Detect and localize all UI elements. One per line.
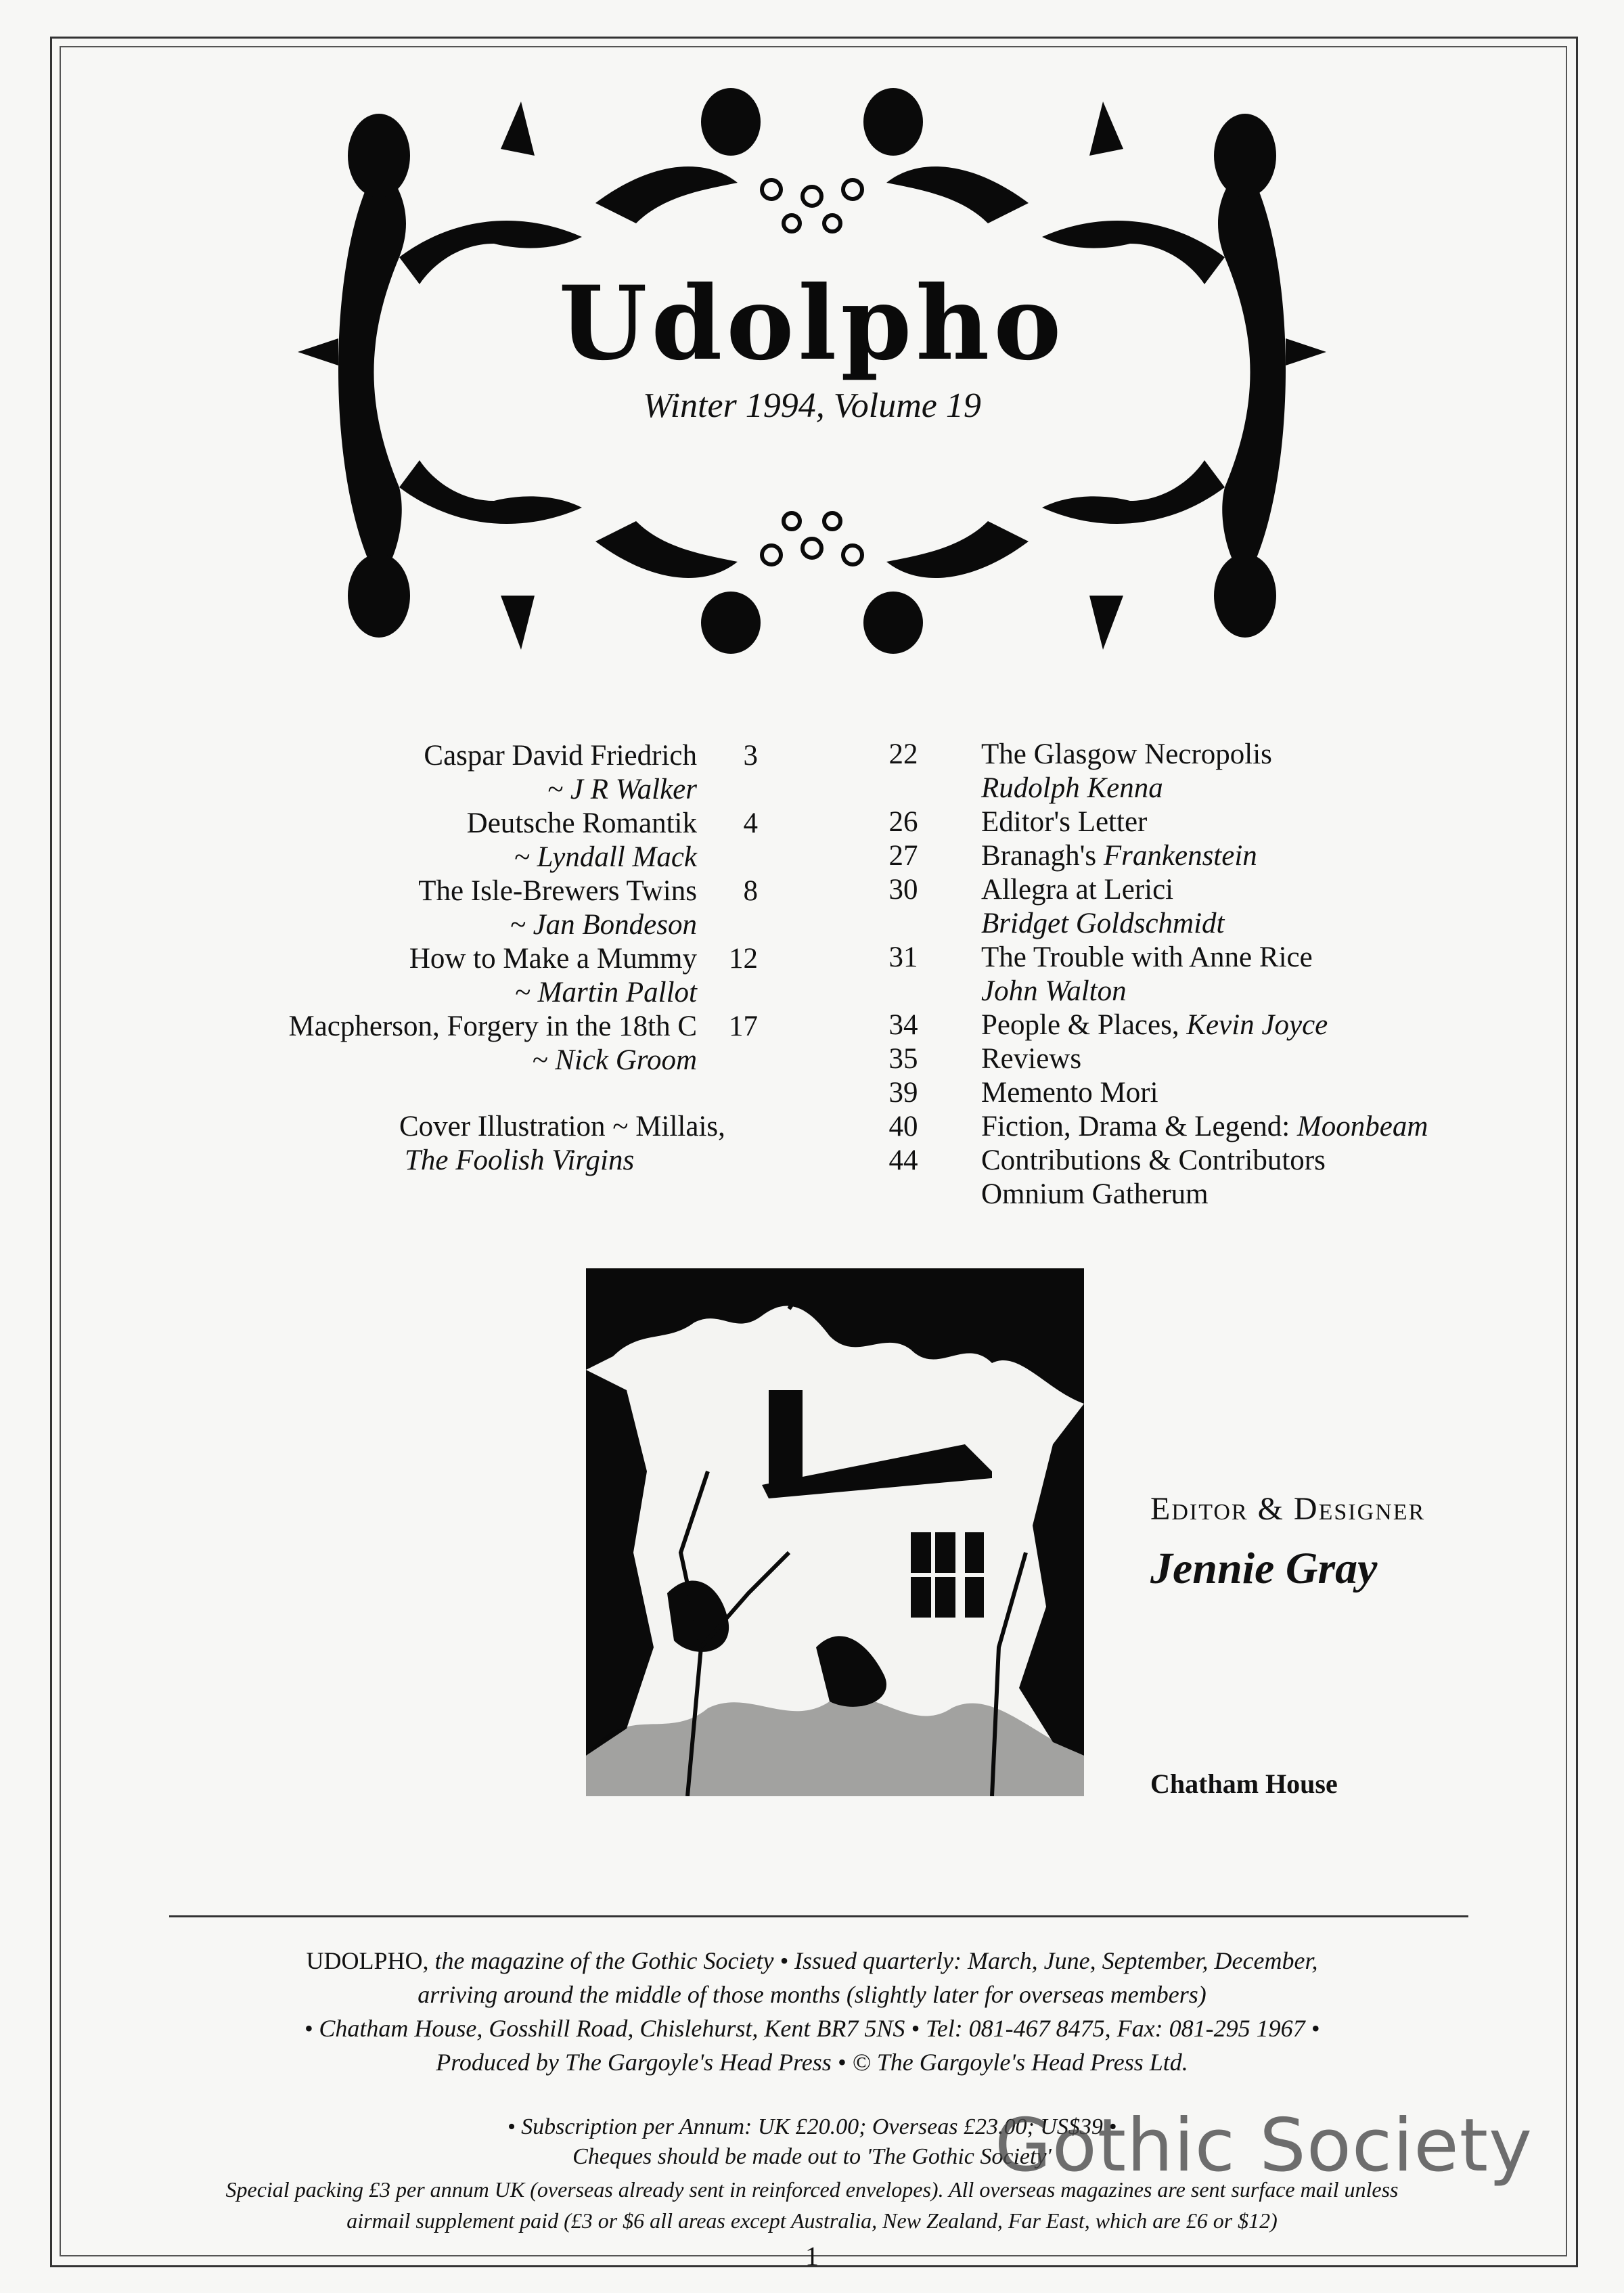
toc-title: People & Places, [981,1009,1179,1041]
toc-entry [135,942,771,976]
toc-title-italic: Moonbeam [1296,1111,1428,1142]
cover-credit [135,1110,771,1178]
toc-title: Memento Mori [981,1077,1158,1109]
info-line-3: • Chatham House, Gosshill Road, Chislehurst, Kent BR7 5NS • Tel: 081-467 8475, Fax: 081-295 1967 • [304,2015,1320,2042]
toc-page: 35 [888,1043,918,1075]
info-line-4: Produced by The Gargoyle's Head Press • © The Gargoyle's Head Press Ltd. [436,2049,1188,2076]
toc-title: How to Make a Mummy [409,943,697,975]
contents-right [873,738,1522,1211]
toc-entry [873,1110,1522,1144]
toc-entry [135,1010,771,1044]
toc-entry [873,1178,1522,1211]
toc-author-row [135,976,771,1010]
toc-page: 27 [888,840,918,872]
toc-author-row [135,773,771,807]
toc-author: John Walton [981,975,1127,1007]
cover-credit-line2: The Foolish Virgins [405,1144,635,1176]
toc-title-mixed [981,1110,1428,1143]
toc-author-row [873,975,1522,1008]
toc-page: 31 [888,941,918,973]
toc-author-row [873,772,1522,805]
cover-credit-line1: Cover Illustration ~ Millais, [399,1111,725,1142]
toc-entry [873,1042,1522,1076]
toc-page: 34 [888,1009,918,1041]
info-line-1 [0,1944,1624,1978]
toc-author-row [873,907,1522,941]
issue-line: Winter 1994, Volume 19 [643,386,981,425]
toc-title: Editor's Letter [981,806,1148,838]
toc-title: Caspar David Friedrich [424,740,697,772]
divider [169,1915,1468,1917]
info-magazine-name: UDOLPHO, [306,1947,429,1974]
toc-title: Branagh's [981,840,1097,872]
toc-page: 44 [888,1144,918,1176]
toc-author-row [135,908,771,942]
toc-author: ~ Jan Bondeson [510,909,697,941]
toc-author: Bridget Goldschmidt [981,908,1225,939]
chatham-house-photo [586,1268,1084,1796]
info-description: the magazine of the Gothic Society • Issued quarterly: March, June, September, December, [434,1947,1318,1974]
watermark: Gothic Society [995,2103,1533,2188]
toc-entry [873,1008,1522,1042]
toc-author: Rudolph Kenna [981,772,1163,804]
info-line-7: Special packing £3 per annum UK (overseas already sent in reinforced envelopes). All overseas magazines are sent surface mail unless [225,2177,1399,2202]
toc-title: Allegra at Lerici [981,874,1174,906]
page-number: 1 [805,2241,819,2271]
toc-page: 8 [743,875,758,907]
editor-name: Jennie Gray [1150,1544,1378,1593]
toc-author-row [135,841,771,874]
toc-author-row [135,1044,771,1077]
toc-page: 4 [743,807,758,839]
toc-page: 26 [888,806,918,838]
toc-entry [873,805,1522,839]
toc-author: ~ Martin Pallot [514,977,697,1008]
toc-author: ~ J R Walker [547,774,697,805]
toc-title: The Glasgow Necropolis [981,738,1272,770]
magazine-title: Udolpho [558,264,1066,383]
toc-title: Macpherson, Forgery in the 18th C [288,1010,697,1042]
toc-entry [135,874,771,908]
toc-title: Omnium Gatherum [981,1178,1209,1210]
toc-entry [873,839,1522,873]
editor-role: Editor & Designer [1150,1491,1426,1527]
toc-page: 17 [729,1010,758,1042]
toc-entry [873,1076,1522,1110]
toc-title: Contributions & Contributors [981,1144,1326,1176]
toc-page: 39 [888,1077,918,1109]
toc-title: The Trouble with Anne Rice [981,941,1313,973]
toc-author: ~ Lyndall Mack [514,841,697,873]
toc-page: 3 [743,740,758,772]
toc-title-mixed [981,839,1257,872]
toc-entry [135,739,771,773]
toc-title: Fiction, Drama & Legend: [981,1111,1290,1142]
toc-entry [873,1144,1522,1178]
toc-title-mixed [981,1008,1328,1042]
toc-page: 30 [888,874,918,906]
toc-title: Reviews [981,1043,1082,1075]
info-line-2: arriving around the middle of those months (slightly later for overseas members) [418,1981,1206,2008]
contents-left [135,739,771,1077]
toc-author: ~ Nick Groom [532,1044,697,1076]
toc-entry [873,873,1522,907]
toc-title: The Isle-Brewers Twins [418,875,697,907]
toc-entry [135,807,771,841]
toc-entry [873,941,1522,975]
toc-page: 12 [729,943,758,975]
info-line-5: • Subscription per Annum: UK £20.00; Overseas £23.00; US$39 • [507,2114,1117,2139]
photo-caption: Chatham House [1150,1768,1338,1799]
toc-title-italic: Kevin Joyce [1186,1009,1328,1041]
info-line-6: Cheques should be made out to 'The Gothic Society' [572,2144,1052,2169]
toc-title: Deutsche Romantik [466,807,697,839]
info-line-8: airmail supplement paid (£3 or $6 all areas except Australia, New Zealand, Far East, which are £6 or $12) [346,2208,1278,2233]
toc-title-italic: Frankenstein [1103,840,1257,872]
toc-page: 40 [888,1111,918,1142]
toc-page: 22 [888,738,918,770]
toc-entry [873,738,1522,772]
